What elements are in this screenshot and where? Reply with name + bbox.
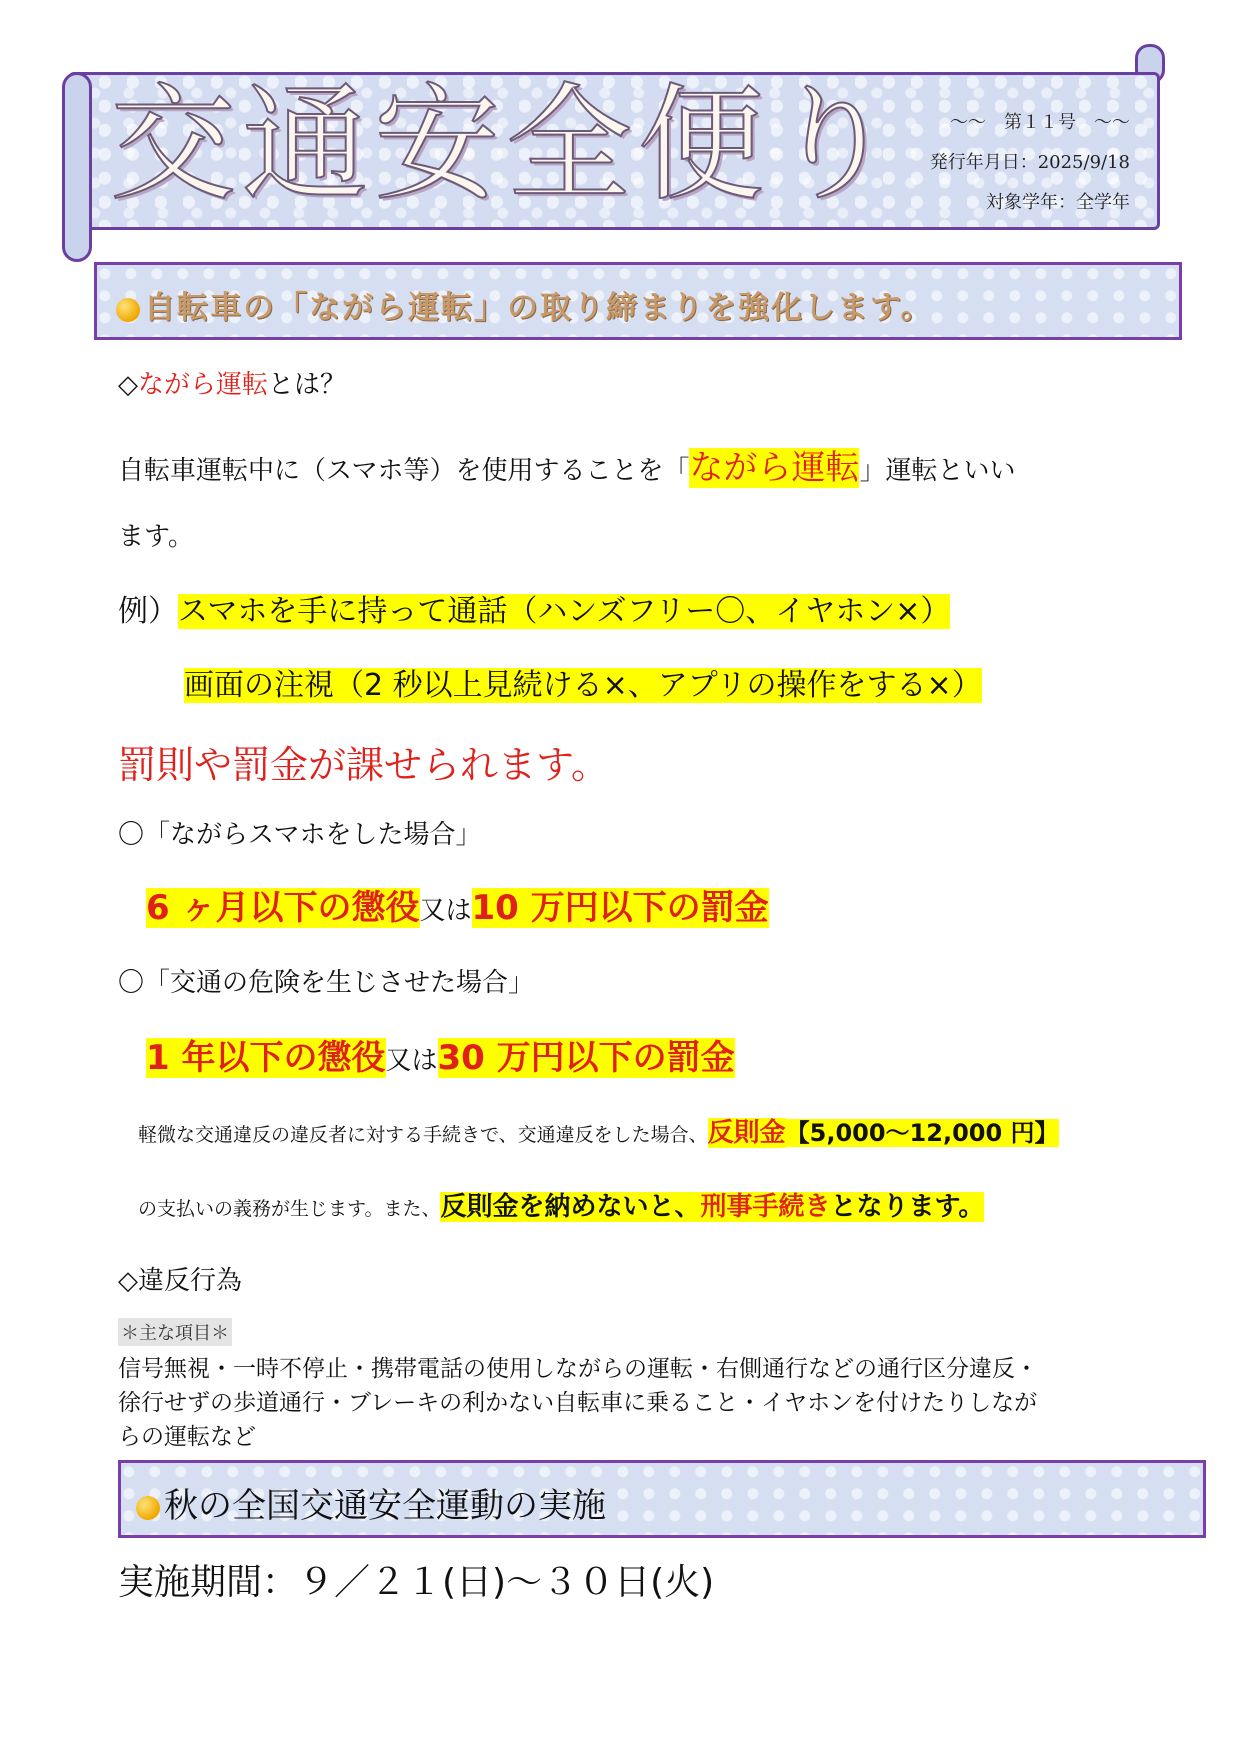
diamond-marker: ◇ — [118, 370, 138, 400]
issue-date: 発行年月日：2025/9/18 — [929, 152, 1130, 173]
violations-heading: ◇違反行為 — [118, 1266, 242, 1296]
example-2: 画面の注視（2 秒以上見続ける×、アプリの操作をする×） — [184, 668, 982, 703]
section-heading — [116, 282, 934, 327]
fine-note-text-2: の支払いの義務が生じます。また、 — [138, 1198, 441, 1220]
case-2-or: 又は — [385, 1046, 438, 1076]
section-2-heading-text: 秋の全国交通安全運動の実施 — [164, 1486, 606, 1526]
case-2-fine: 30 万円以下の罰金 — [437, 1038, 735, 1078]
case-1-fine: 10 万円以下の罰金 — [471, 888, 769, 928]
definition-highlight: ながら運転 — [689, 448, 860, 488]
example-line-1 — [118, 586, 950, 630]
fine-warning: 反則金を納めないと、 — [440, 1192, 701, 1222]
question-line — [118, 364, 346, 401]
example-line-2 — [184, 660, 982, 704]
penalty-heading: 罰則や罰金が課せられます。 — [118, 743, 609, 787]
case-1-or: 又は — [419, 896, 472, 926]
target-grade: 対象学年：全学年 — [986, 192, 1130, 213]
definition-text: 自転車運転中に（スマホ等）を使用することを「 — [118, 456, 690, 486]
case-2-title: 〇「交通の危険を生じさせた場合」 — [118, 968, 535, 998]
definition-text-end: 」運転といい — [859, 456, 1016, 486]
question-suffix: とは？ — [268, 370, 347, 400]
section-heading-text: 自転車の「ながら運転」の取り締まりを強化します。 — [144, 290, 934, 326]
case-1-prison: 6 ヶ月以下の懲役 — [146, 888, 420, 928]
scroll-curl-left — [62, 72, 92, 262]
case-2-prison: 1 年以下の懲役 — [146, 1038, 386, 1078]
fine-amount: 【5,000～12,000 円】 — [785, 1119, 1059, 1147]
newsletter-title: 交通安全便り — [110, 71, 902, 218]
fine-keyword: 反則金 — [707, 1118, 786, 1148]
fine-note-line-1 — [138, 1112, 1059, 1149]
definition-line-2: ます。 — [118, 522, 194, 552]
fine-note-text: 軽微な交通違反の違反者に対する手続きで、交通違反をした場合、 — [138, 1124, 708, 1146]
example-label: 例） — [118, 594, 178, 629]
example-1: スマホを手に持って通話（ハンズフリー〇、イヤホン×） — [178, 594, 951, 629]
definition-line — [118, 440, 1016, 489]
case-2-penalty — [146, 1030, 735, 1079]
question-keyword: ながら運転 — [138, 370, 269, 400]
orange-dot-icon — [116, 298, 140, 322]
violations-line-1: 信号無視・一時不停止・携帯電話の使用しながらの運転・右側通行などの通行区分違反・ — [118, 1356, 1038, 1382]
orange-dot-icon — [136, 1496, 160, 1520]
violations-tag: ＊主な項目＊ — [118, 1318, 232, 1346]
criminal-procedure: 刑事手続き — [700, 1192, 831, 1222]
violations-line-3: らの運転など — [118, 1424, 256, 1450]
section-2-heading — [136, 1478, 606, 1527]
violations-line-2: 徐行せずの歩道通行・ブレーキの利かない自転車に乗ること・イヤホンを付けたりしなが — [118, 1390, 1038, 1416]
issue-number: ～～ 第１１号 ～～ — [950, 112, 1130, 133]
fine-warning-end: となります。 — [830, 1192, 985, 1222]
campaign-period: 実施期間：９／２１(日)～３０日(火) — [118, 1562, 715, 1603]
case-1-title: 〇「ながらスマホをした場合」 — [118, 820, 482, 850]
case-1-penalty — [146, 880, 769, 929]
issue-info — [880, 108, 1130, 228]
fine-note-line-2 — [138, 1186, 984, 1223]
